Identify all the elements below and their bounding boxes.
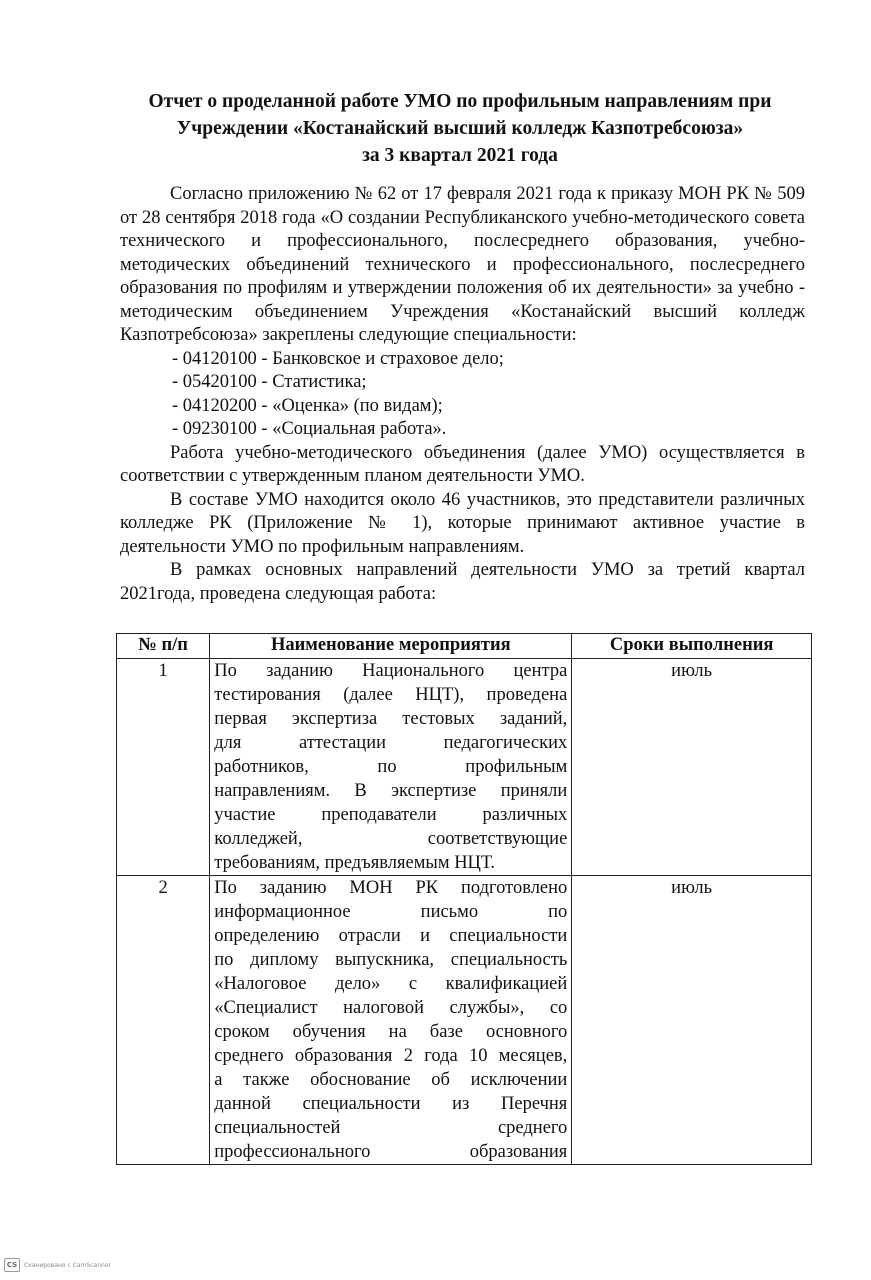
paragraph-umo-work: Работа учебно-методического объединения (далее УМО) осуществляется в соответствии с утвержденным планом деятельности УМО.	[120, 442, 805, 486]
paragraph-quarter-work: В рамках основных направлений деятельности УМО за третий квартал 2021года, проведена следующая работа:	[120, 560, 805, 604]
row-num: 1	[117, 659, 210, 876]
activity-line: требованиям, предъявляемым НЦТ.	[214, 853, 495, 873]
activities-table	[116, 633, 812, 1165]
activity-line: профессионального образования	[214, 1142, 568, 1162]
row-term: июль	[572, 876, 812, 1165]
scanner-watermark	[4, 1258, 111, 1272]
intro-paragraph: Согласно приложению № 62 от 17 февраля 2021 года к приказу МОН РК № 509 от 28 сентября 2018 года «О создании Республиканского учебно-методического совета технического и профессионального, послесреднего образования, учебно-методических объединений технического и профессионального, послесреднего образования по профилям и утверждении положения об их деятельности» за учебно - методическим объединением Учреждения «Костанайский высший колледж Казпотребсоюза» закреплены следующие специальности:	[120, 184, 805, 345]
activity-line: участие преподаватели различных	[214, 805, 568, 825]
activity-line: направлениям. В экспертизе приняли	[214, 781, 568, 801]
row-activity	[210, 659, 572, 876]
table-row	[117, 659, 812, 876]
activity-line: для аттестации педагогических	[214, 733, 568, 753]
activity-line: По заданию Национального центра	[214, 661, 568, 681]
title-line-2: Учреждении «Костанайский высший колледж Казпотребсоюза»	[176, 118, 744, 139]
activity-line: первая экспертиза тестовых заданий,	[214, 709, 568, 729]
activity-line: определению отрасли и специальности	[214, 926, 568, 946]
paragraph-umo-members: В составе УМО находится около 46 участников, это представители различных колледже РК (Приложение № 1), которые принимают активное участие в деятельности УМО по профильным направлениям.	[120, 489, 805, 557]
activity-line: «Налоговое дело» с квалификацией	[214, 974, 568, 994]
watermark-text: Сканировано с CamScanner	[24, 1261, 111, 1269]
row-term: июль	[572, 659, 812, 876]
activity-line: а также обоснование об исключении	[214, 1070, 568, 1090]
activity-line: колледжей, соответствующие	[214, 829, 568, 849]
header-num: № п/п	[117, 634, 210, 659]
camscanner-logo-icon: CS	[4, 1258, 20, 1272]
specialty-item: - 04120200 - «Оценка» (по видам);	[172, 395, 443, 416]
table-row	[117, 876, 812, 1165]
title-line-3: за 3 квартал 2021 года	[362, 145, 558, 166]
specialty-item: - 04120100 - Банковское и страховое дело;	[172, 348, 504, 369]
activity-line: среднего образования 2 года 10 месяцев,	[214, 1046, 568, 1066]
activity-line: по диплому выпускника, специальность	[214, 950, 568, 970]
activity-line: информационное письмо по	[214, 902, 568, 922]
header-name: Наименование мероприятия	[210, 634, 572, 659]
specialties-list	[120, 348, 805, 442]
row-num: 2	[117, 876, 210, 1165]
specialty-item: - 05420100 - Статистика;	[172, 372, 367, 392]
activity-line: По заданию МОН РК подготовлено	[214, 878, 568, 898]
specialty-item: - 09230100 - «Социальная работа».	[172, 419, 447, 439]
activity-line: «Специалист налоговой службы», со	[214, 998, 568, 1018]
report-title	[100, 88, 820, 169]
row-activity	[210, 876, 572, 1165]
activity-line: специальностей среднего	[214, 1118, 568, 1138]
table-header-row	[117, 634, 812, 659]
activity-line: данной специальности из Перечня	[214, 1094, 568, 1114]
title-line-1: Отчет о проделанной работе УМО по профильным направлениям при	[148, 91, 772, 112]
header-term: Сроки выполнения	[572, 634, 812, 659]
activity-line: тестирования (далее НЦТ), проведена	[214, 685, 568, 705]
report-body	[120, 183, 805, 606]
activity-line: сроком обучения на базе основного	[214, 1022, 568, 1042]
activity-line: работников, по профильным	[214, 757, 568, 777]
